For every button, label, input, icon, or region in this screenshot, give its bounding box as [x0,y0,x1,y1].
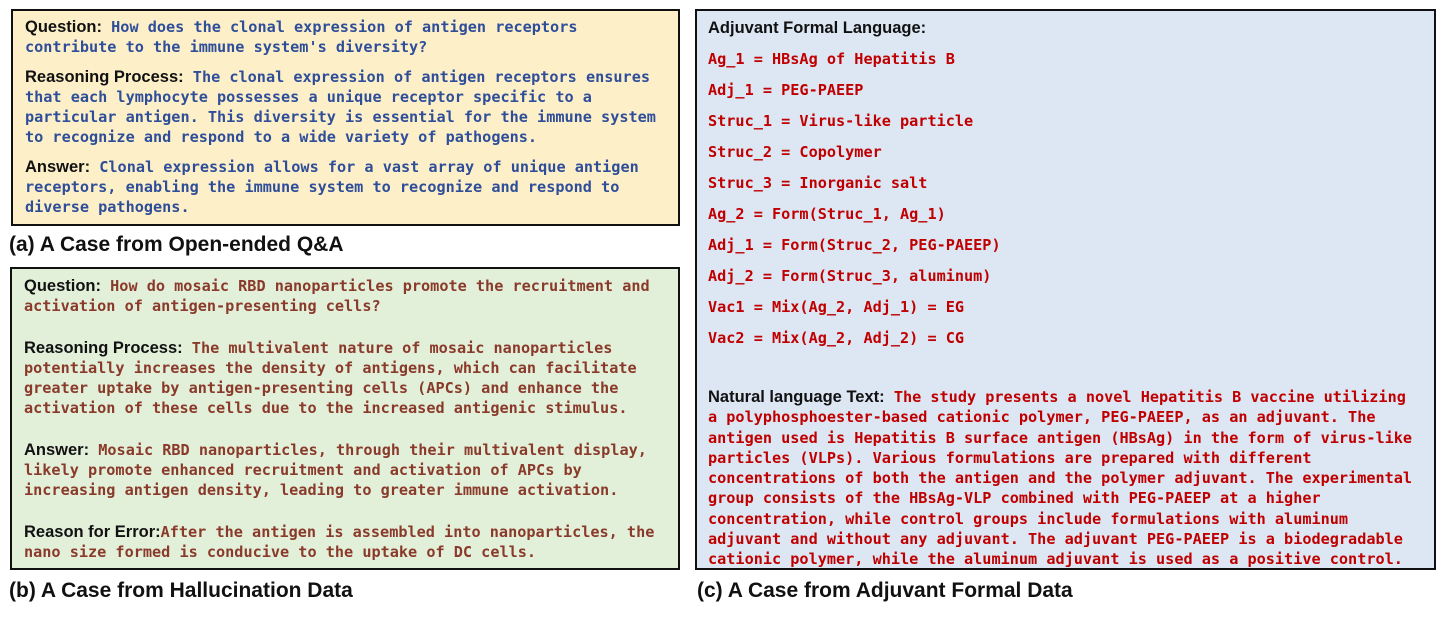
answer-block [24,440,666,501]
reasoning-label: Reasoning Process: [25,67,184,86]
reasoning-block [25,67,666,148]
error-label: Reason for Error: [24,522,161,541]
answer-text: Mosaic RBD nanoparticles, through their multivalent display, likely promote enhanced recruitment and activation of APCs by increasing antigen density, leading to greater immune activation. [24,440,647,500]
natural-text: The study presents a novel Hepatitis B vaccine utilizing a polyphosphoester-based cationic polymer, PEG-PAEEP, as an adjuvant. The antigen used is Hepatitis B surface antigen (HBsAg) in the form of virus-like particles (VLPs). Various formulations are prepared with different concentrations of both the antigen and the polymer adjuvant. The experimental group consists of the HBsAg-VLP combined with PEG-PAEEP at a higher concentration, while control groups include formulations with aluminum adjuvant and without any adjuvant. The adjuvant PEG-PAEEP is a biodegradable cationic polymer, while the aluminum adjuvant is used as a positive control. [708,388,1413,569]
question-text: How do mosaic RBD nanoparticles promote the recruitment and activation of antigen-presenting cells? [24,277,650,316]
adjuvant-formal-box [695,9,1436,570]
caption-c: (c) A Case from Adjuvant Formal Data [697,579,1073,602]
question-text: How does the clonal expression of antigen receptors contribute to the immune system's diversity? [25,18,578,57]
answer-label: Answer: [25,157,91,176]
answer-label: Answer: [24,440,90,459]
caption-a: (a) A Case from Open-ended Q&A [9,233,344,256]
question-block [24,276,666,317]
natural-text-block [708,387,1423,570]
open-ended-qa-box [11,9,680,226]
reasoning-block [24,338,666,419]
reasoning-text: The clonal expression of antigen receptors ensures that each lymphocyte possesses a unique receptor specific to a particular antigen. This diversity is essential for the immune system to recognize and respond to a wide variety of pathogens. [25,67,656,147]
question-block [25,17,666,58]
answer-text: Clonal expression allows for a vast array of unique antigen receptors, enabling the immune system to recognize and respond to diverse pathogens. [25,157,639,217]
formal-language-label: Adjuvant Formal Language: [708,19,927,37]
answer-block [25,157,666,218]
hallucination-box [10,267,680,570]
formal-language-list [708,49,1423,359]
reasoning-label: Reasoning Process: [24,338,183,357]
error-block [24,522,666,563]
formal-line: Ag_2 = Form(Struc_1, Ag_1) [708,205,946,223]
formal-line: Adj_2 = Form(Struc_3, aluminum) [708,267,992,285]
question-label: Question: [24,277,101,295]
formal-line: Struc_1 = Virus-like particle [708,112,974,130]
natural-label: Natural language Text: [708,388,885,406]
formal-line: Vac2 = Mix(Ag_2, Adj_2) = CG [708,329,965,347]
question-label: Question: [25,18,102,36]
formal-line: Adj_1 = PEG-PAEEP [708,81,864,99]
formal-line: Struc_3 = Inorganic salt [708,174,928,192]
caption-b: (b) A Case from Hallucination Data [9,579,353,602]
reasoning-text: The multivalent nature of mosaic nanoparticles potentially increases the density of antigens, which can facilitate greater uptake by antigen-presenting cells (APCs) and enhance the activation of these cells due to the increased antigenic stimulus. [24,338,637,418]
formal-line: Ag_1 = HBsAg of Hepatitis B [708,50,955,68]
formal-line: Struc_2 = Copolymer [708,143,882,161]
formal-line: Adj_1 = Form(Struc_2, PEG-PAEEP) [708,236,1001,254]
formal-line: Vac1 = Mix(Ag_2, Adj_1) = EG [708,298,965,316]
error-text: After the antigen is assembled into nanoparticles, the nano size formed is conducive to the uptake of DC cells. [24,522,655,561]
